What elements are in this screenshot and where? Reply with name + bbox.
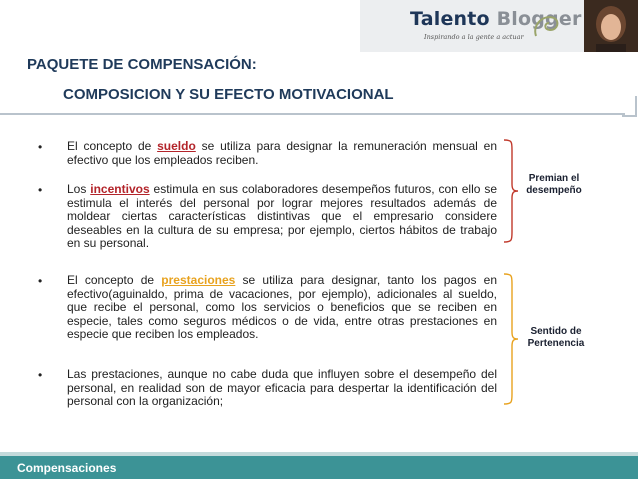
keyword-prestaciones: prestaciones [161, 273, 236, 287]
bullet-prestaciones-effect [67, 368, 497, 409]
bullet-marker: • [38, 140, 43, 154]
footer-label: Compensaciones [17, 461, 117, 475]
bullet-sueldo [67, 140, 497, 167]
bullet-text: Los [67, 182, 91, 196]
title-divider [0, 113, 625, 115]
bullet-text: Las prestaciones, aunque no cabe duda que influyen sobre el desempeño del personal, en realidad son de mayor eficacia para despertar la identificación del personal con la organización; [67, 367, 497, 409]
bullet-text: estimula en sus colaboradores desempeños futuros, con ello se estimula el interés del personal por lograr mejores resultados además de moldear ciertas características distintivas que el empresario considere deseables en la cultura de su empresa; por ejemplo, ciertos hábitos de trabajo en su personal. [67, 182, 497, 251]
bullet-incentivos [67, 183, 497, 251]
bullet-text: se utiliza para designar la remuneración mensual en efectivo que los empleados reciben. [67, 139, 497, 167]
brand-name-part2: Blogger [496, 8, 582, 30]
bullet-text: El concepto de [67, 139, 158, 153]
bullet-marker: • [38, 274, 43, 288]
label-premian-desempeno [518, 173, 590, 197]
bullet-text: se utiliza para designar, tanto los pagos en efectivo(aguinaldo, prima de vacaciones, por ejemplo), adicionales al sueldo, que recibe el personal, como los servicios o beneficios que se reciben en especie, tales como seguros médicos o de vida, entre otras prestaciones en especie que reciben los empleados. [67, 273, 497, 342]
keyword-sueldo: sueldo [157, 139, 196, 153]
label-sentido-pertenencia [518, 326, 594, 350]
slide-title: PAQUETE DE COMPENSACIÓN: [27, 56, 257, 73]
bullet-marker: • [38, 183, 43, 197]
swirl-icon [530, 10, 562, 42]
slide-subtitle: COMPOSICION Y SU EFECTO MOTIVACIONAL [63, 86, 394, 103]
brand-name-part1: Talento [410, 8, 497, 30]
corner-decoration [620, 94, 638, 118]
group-label-line: desempeño [526, 185, 582, 196]
group-label-line: Premian el [528, 173, 580, 184]
footer-bar [0, 456, 638, 479]
bullet-marker: • [38, 368, 43, 382]
keyword-incentivos: incentivos [90, 182, 150, 196]
bullet-text: El concepto de [67, 273, 162, 287]
bullet-prestaciones [67, 274, 497, 342]
group-label-line: Sentido de [530, 326, 582, 337]
group-label-line: Pertenencia [527, 338, 585, 349]
brand-tagline: Inspirando a la gente a actuar [424, 33, 524, 41]
author-photo [584, 0, 638, 52]
